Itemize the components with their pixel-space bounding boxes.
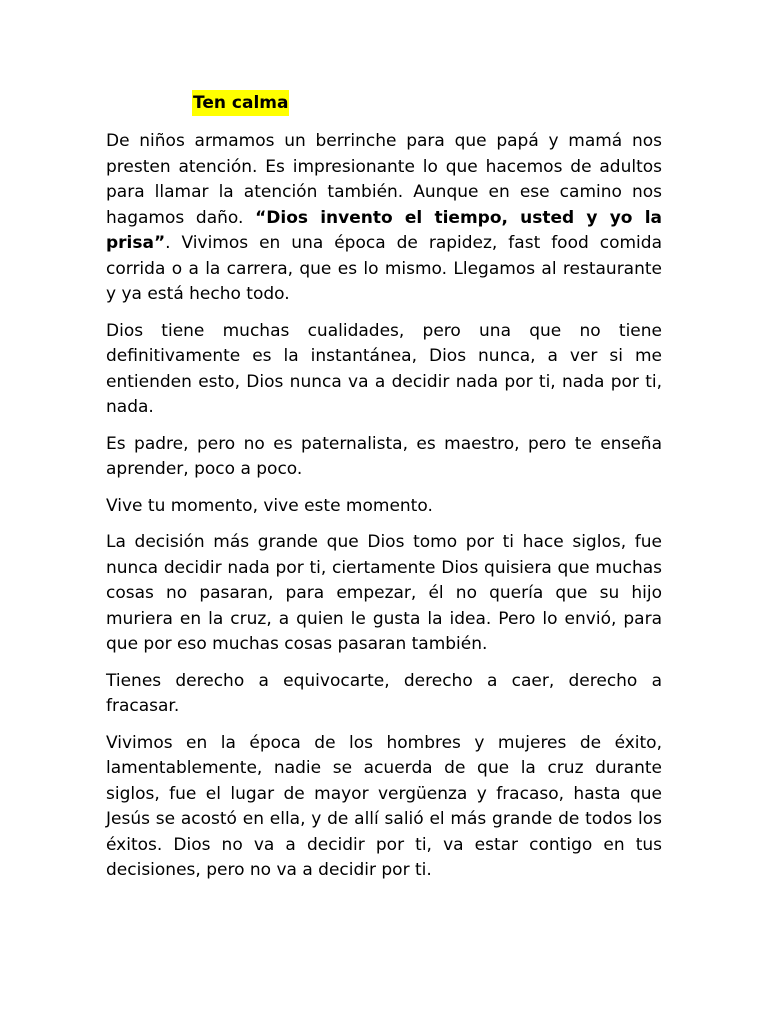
paragraph-7: Vivimos en la época de los hombres y mujeres de éxito, lamentablemente, nadie se acuerda de que la cruz durante siglos, fue el lugar de mayor vergüenza y fracaso, hasta que Jesús se acostó en ella, y de allí salió el más grande de todos los éxitos. Dios no va a decidir por ti, va estar contigo en tus decisiones, pero no va a decidir por ti. xyxy=(106,732,662,880)
paragraph-4: Vive tu momento, vive este momento. xyxy=(106,495,433,516)
document-title: Ten calma xyxy=(192,90,289,116)
paragraph-2: Dios tiene muchas cualidades, pero una que no tiene definitivamente es la instantánea, Dios nunca, a ver si me entienden esto, Dios nunca va a decidir nada por ti, nada por ti, nada. xyxy=(106,320,662,417)
quote-bold: “Dios invento el tiempo, usted y yo la prisa” xyxy=(106,207,662,253)
paragraph-6: Tienes derecho a equivocarte, derecho a caer, derecho a fracasar. xyxy=(106,670,662,716)
paragraph-1-text-start: De niños armamos un berrinche para que papá y mamá nos presten atención. Es impresionante lo que hacemos de adultos para llamar la atención también. Aunque en ese camino nos hagamos daño. xyxy=(106,131,662,228)
paragraph-3: Es padre, pero no es paternalista, es maestro, pero te enseña aprender, poco a poco. xyxy=(106,433,662,479)
paragraph-5: La decisión más grande que Dios tomo por ti hace siglos, fue nunca decidir nada por ti, ciertamente Dios quisiera que muchas cosas no pasaran, para empezar, él no quería que su hijo muriera en la cruz, a quien le gusta la idea. Pero lo envió, para que por eso muchas cosas pasaran también. xyxy=(106,532,662,654)
title-container xyxy=(192,90,289,116)
paragraph-1-text-end: . Vivimos en una época de rapidez, fast food comida corrida o a la carrera, que es lo mismo. Llegamos al restaurante y ya está hecho todo. xyxy=(106,233,662,304)
document-body xyxy=(106,129,662,895)
paragraph-1 xyxy=(106,129,662,308)
